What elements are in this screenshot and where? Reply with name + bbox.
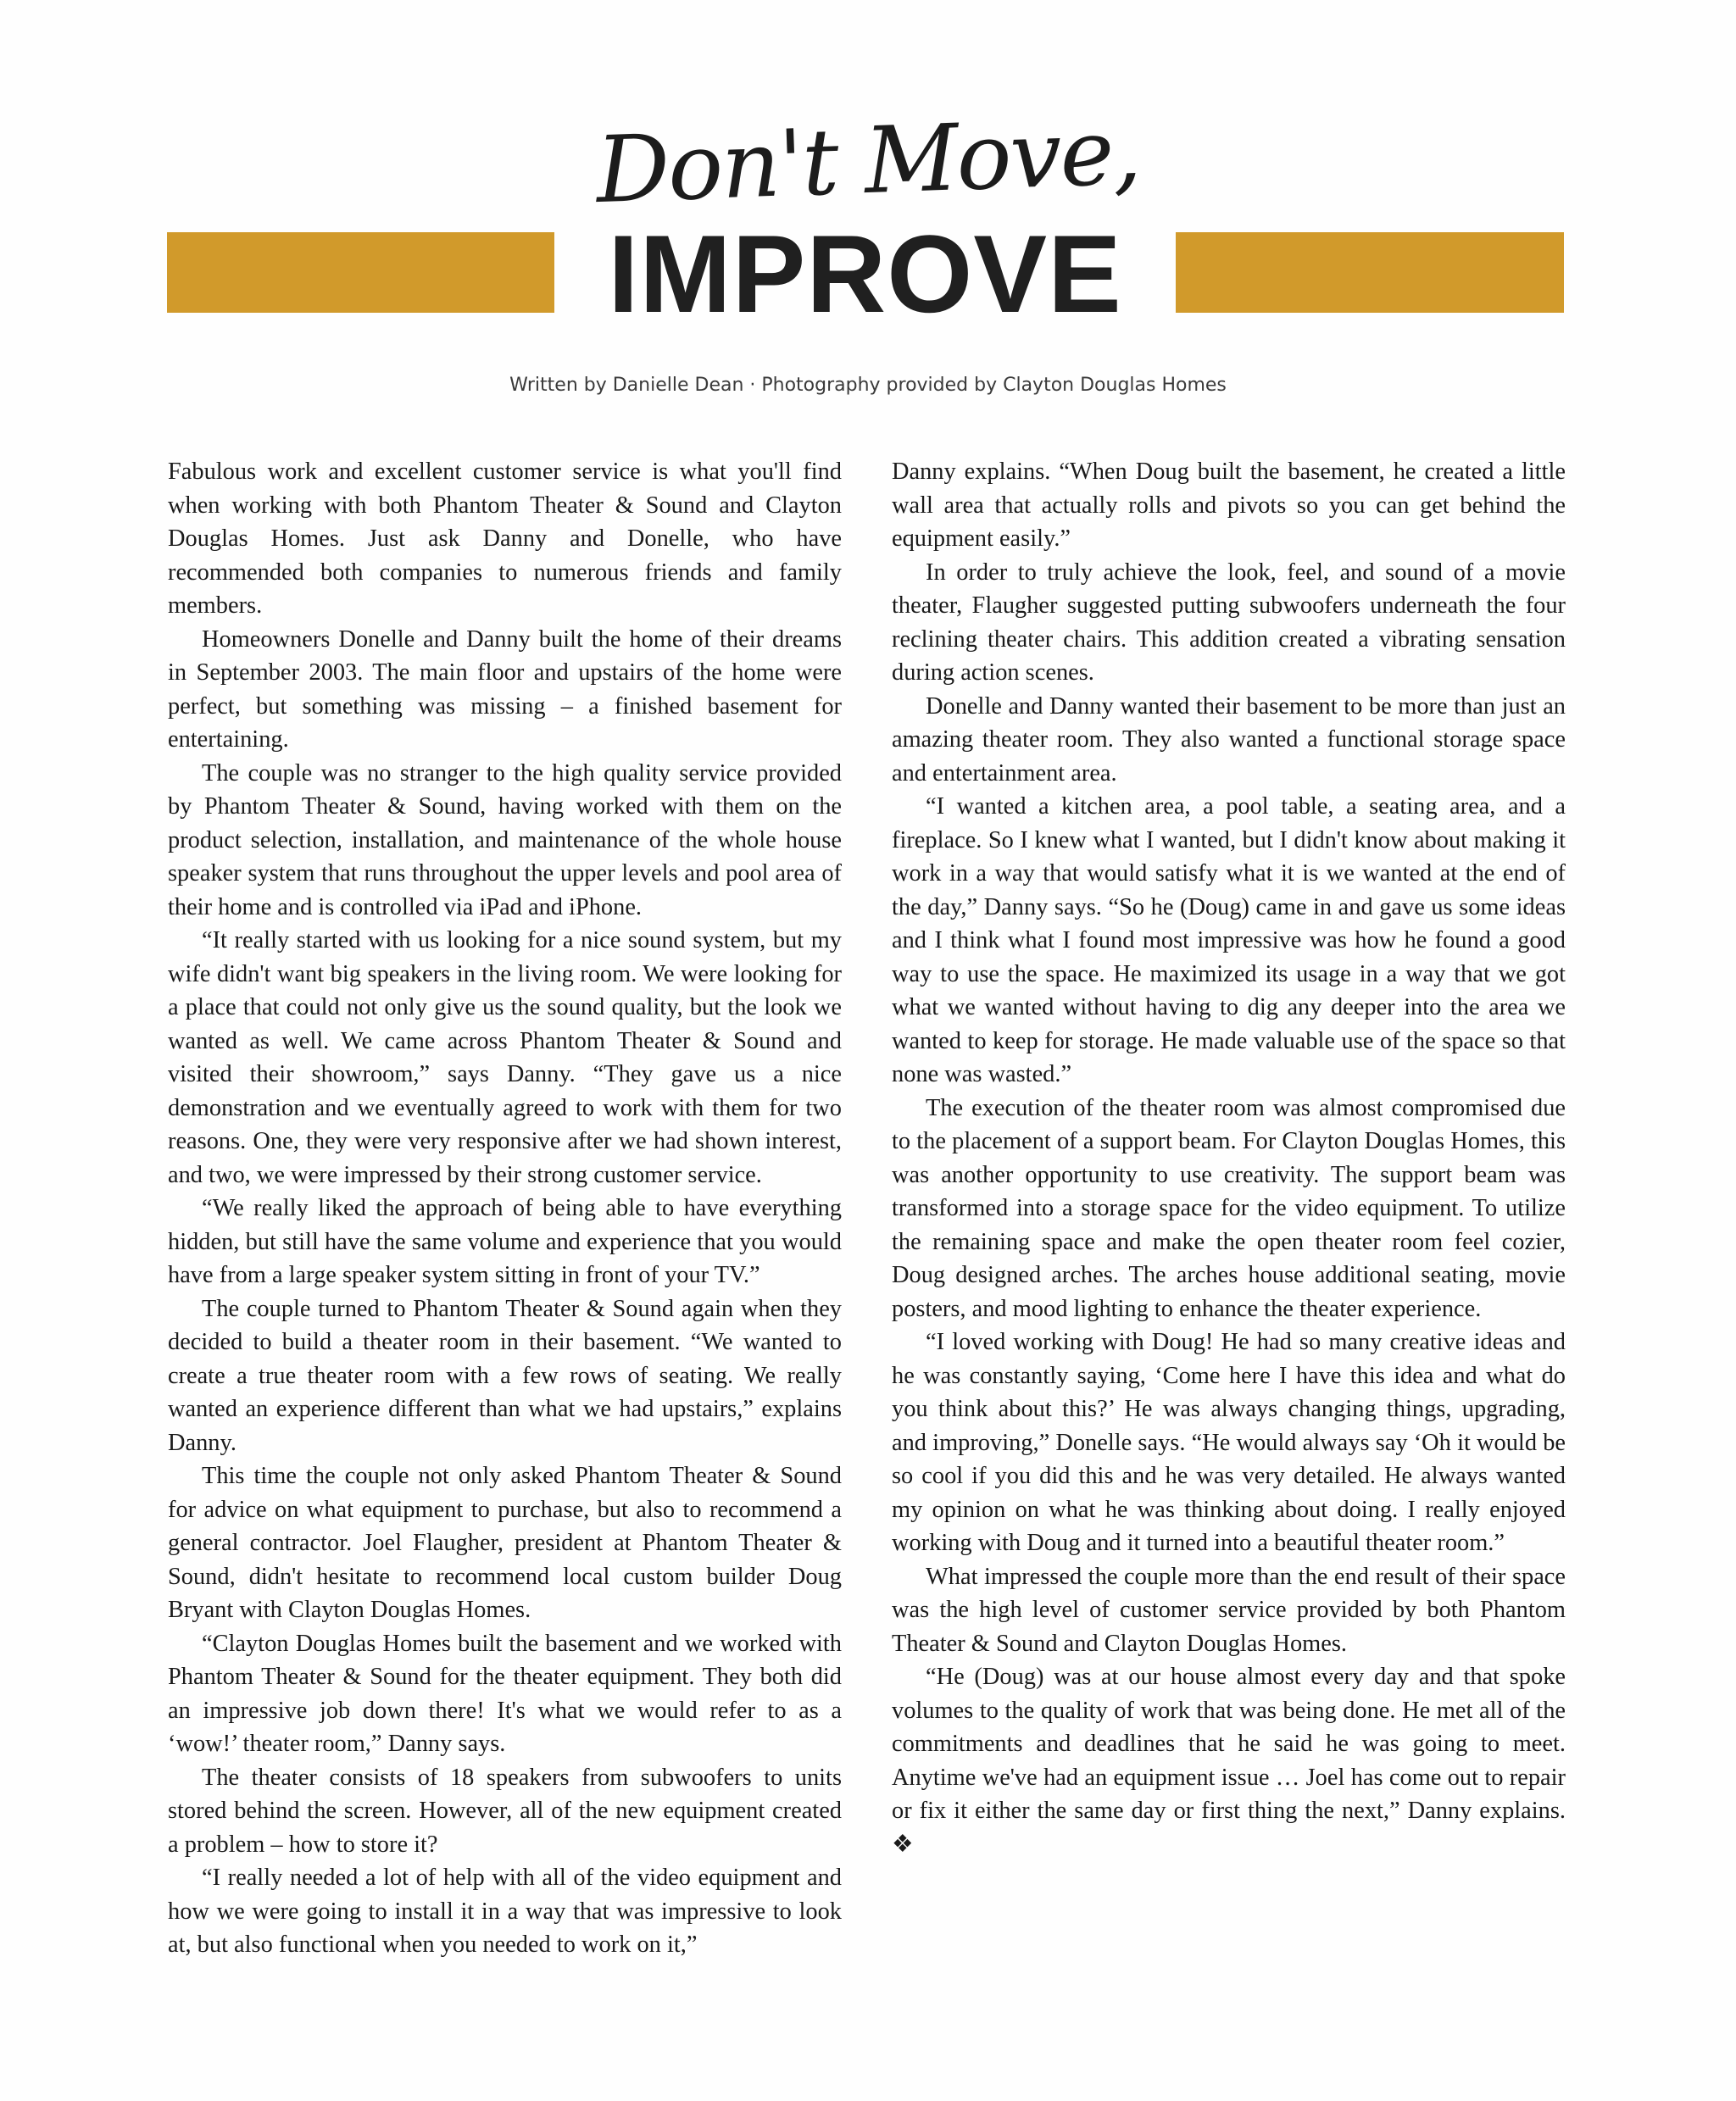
paragraph: “I wanted a kitchen area, a pool table, a seating area, and a fireplace. So I knew what I wanted, but I didn't know about making it work in a way that would satisfy what it is we wanted at the end of the day,” Danny says. “So he (Doug) came in and gave us some ideas and I think what I found most impressive was how he found a good way to use the space. He maximized its usage in a way that we got what we wanted without having to dig any deeper into the area we wanted to keep for storage. He made valuable use of the space so that none was wasted.”: [892, 793, 1566, 1087]
paragraph: “It really started with us looking for a nice sound system, but my wife didn't want big speakers in the living room. We were looking for a place that could not only give us the sound quality, but the look we wanted as well. We came across Phantom Theater & Sound and visited their showroom,” says Danny. “They gave us a nice demonstration and we eventually agreed to work with them for two reasons. One, they were very responsive after we had shown interest, and two, we were impressed by their strong customer service.: [168, 927, 842, 1188]
article-column-right: [892, 455, 1566, 1861]
paragraph: The theater consists of 18 speakers from subwoofers to units stored behind the screen. However, all of the new equipment created a problem – how to store it?: [168, 1764, 842, 1858]
paragraph: The execution of the theater room was almost compromised due to the placement of a support beam. For Clayton Douglas Homes, this was another opportunity to use creativity. The support beam was transformed into a storage space for the video equipment. To utilize the remaining space and make the open theater room feel cozier, Doug designed arches. The arches house additional seating, movie posters, and mood lighting to enhance the theater experience.: [892, 1094, 1566, 1322]
paragraph: “We really liked the approach of being able to have everything hidden, but still have the same volume and experience that you would have from a large speaker system sitting in front of your TV.”: [168, 1195, 842, 1288]
paragraph: “I loved working with Doug! He had so many creative ideas and he was constantly saying, ‘Come here I have this idea and what do you think about this?’ He was always changing things, upgrading, and improving,” Donelle says. “He would always say ‘Oh it would be so cool if you did this and he was very detailed. He always wanted my opinion on what he was thinking about doing. I really enjoyed working with Doug and it turned into a beautiful theater room.”: [892, 1329, 1566, 1556]
paragraph: This time the couple not only asked Phantom Theater & Sound for advice on what equipment to purchase, but also to recommend a general contractor. Joel Flaugher, president at Phantom Theater & Sound, didn't hesitate to recommend local custom builder Doug Bryant with Clayton Douglas Homes.: [168, 1463, 842, 1623]
paragraph: Danny explains. “When Doug built the basement, he created a little wall area that actually rolls and pivots so you can get behind the equipment easily.”: [892, 459, 1566, 552]
paragraph: What impressed the couple more than the end result of their space was the high level of customer service provided by both Phantom Theater & Sound and Clayton Douglas Homes.: [892, 1563, 1566, 1657]
article-column-left: [168, 455, 842, 1962]
paragraph: Homeowners Donelle and Danny built the home of their dreams in September 2003. The main floor and upstairs of the home were perfect, but something was missing – a finished basement for entertaining.: [168, 625, 842, 753]
byline: Written by Danielle Dean · Photography provided by Clayton Douglas Homes: [509, 375, 1227, 396]
paragraph: In order to truly achieve the look, feel, and sound of a movie theater, Flaugher suggested putting subwoofers underneath the four reclining theater chairs. This addition created a vibrating sensation during action scenes.: [892, 559, 1566, 686]
main-title: IMPROVE: [608, 212, 1122, 336]
gold-bar-right: [1176, 232, 1564, 313]
gold-bar-left: [167, 232, 554, 313]
paragraph: Donelle and Danny wanted their basement to be more than just an amazing theater room. They also wanted a functional storage space and entertainment area.: [892, 692, 1566, 786]
article-header: [0, 0, 1736, 424]
paragraph: The couple was no stranger to the high quality service provided by Phantom Theater & Sound, having worked with them on the product selection, installation, and maintenance of the whole house speaker system that runs throughout the upper levels and pool area of their home and is controlled via iPad and iPhone.: [168, 759, 842, 920]
paragraph: Fabulous work and excellent customer service is what you'll find when working with both Phantom Theater & Sound and Clayton Douglas Homes. Just ask Danny and Donelle, who have recommended both companies to numerous friends and family members.: [168, 459, 842, 619]
paragraph: The couple turned to Phantom Theater & Sound again when they decided to build a theater room in their basement. “We wanted to create a true theater room with a few rows of seating. We really wanted an experience different than what we had upstairs,” explains Danny.: [168, 1295, 842, 1456]
paragraph: “He (Doug) was at our house almost every day and that spoke volumes to the quality of work that was being done. He met all of the commitments and deadlines that he said he was going to meet. Anytime we've had an equipment issue … Joel has come out to repair or fix it either the same day or first thing the next,” Danny explains. ❖: [892, 1664, 1566, 1858]
paragraph: “I really needed a lot of help with all of the video equipment and how we were going to install it in a way that was impressive to look at, but also functional when you needed to work on it,”: [168, 1865, 842, 1958]
paragraph: “Clayton Douglas Homes built the basement and we worked with Phantom Theater & Sound for the theater equipment. They both did an impressive job down there! It's what we would refer to as a ‘wow!’ theater room,” Danny says.: [168, 1630, 842, 1757]
script-title: Don't Move,: [594, 98, 1142, 225]
